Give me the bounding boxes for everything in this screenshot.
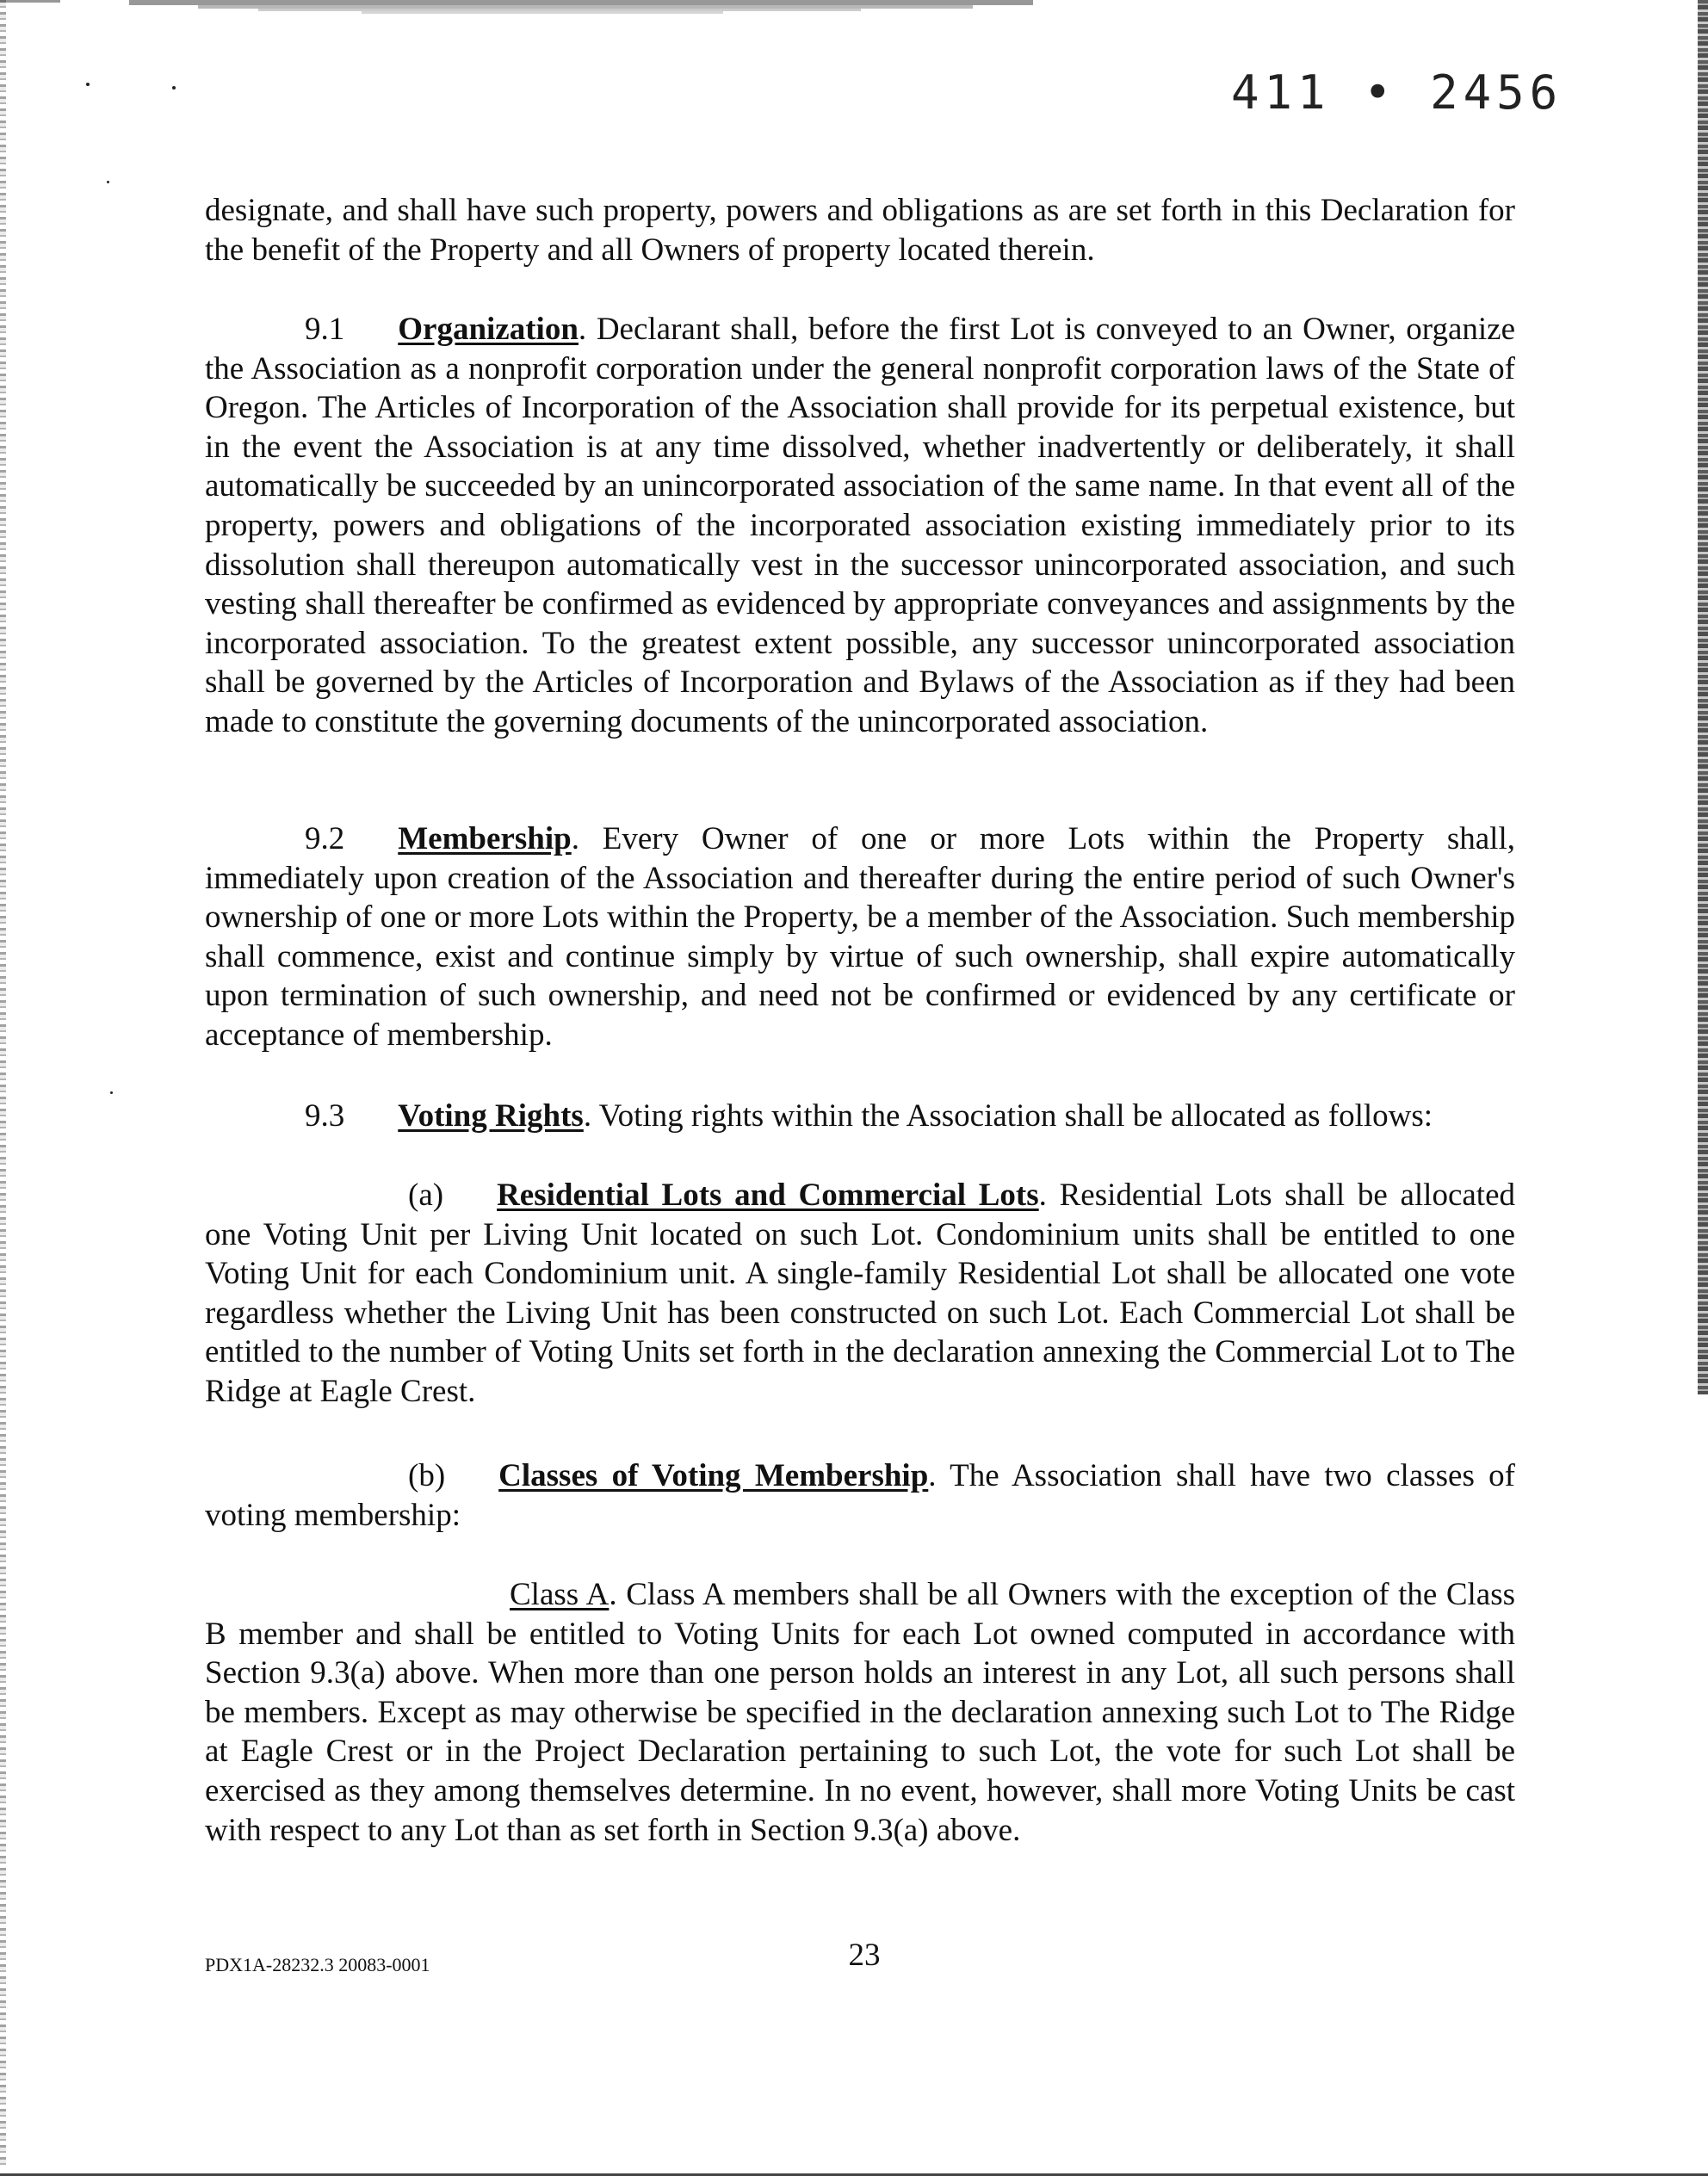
class-a-paragraph (205, 1575, 1515, 1850)
section-number: 9.3 (305, 1098, 345, 1134)
subsection-a (205, 1176, 1515, 1412)
section-9-2 (205, 819, 1515, 1055)
section-number: 9.1 (305, 312, 345, 347)
subsection-b (205, 1456, 1515, 1535)
section-body: . Voting rights within the Association shall be allocated as follows: (583, 1098, 1433, 1134)
subsection-body: . The Association shall have two classes of voting membership: (205, 1458, 1515, 1533)
subsection-heading: Classes of Voting Membership (498, 1458, 929, 1493)
subsection-paragraph (205, 1456, 1515, 1535)
scan-speck (172, 86, 176, 90)
scan-speck (107, 181, 109, 183)
subsection-heading: Residential Lots and Commercial Lots (497, 1178, 1039, 1213)
scan-edge-left (0, 0, 6, 2169)
subsection-label: (b) (408, 1458, 446, 1493)
intro-text: designate, and shall have such property, powers and obligations as are set forth in this Declaration for the benefit of the Property and all Owners of property located therein. (205, 193, 1515, 268)
section-body: . Declarant shall, before the first Lot is conveyed to an Owner, organize the Association as a nonprofit corporation under the general nonprofit corporation laws of the State of Oregon. The Articles of Incorporation of the Association shall provide for its perpetual existence, but in the event the Association is at any time dissolved, whether inadvertently or deliberately, it shall automatically be succeeded by an unincorporated association of the same name. In that event all of the property, powers and obligations of the incorporated association existing immediately prior to its dissolution shall thereupon automatically vest in the successor unincorporated association, and such vesting shall thereafter be confirmed as evidenced by appropriate conveyances and assignments by the incorporated association. To the greatest extent possible, any successor unincorporated association shall be governed by the Articles of Incorporation and Bylaws of the Association as if they had been made to constitute the governing documents of the unincorporated association. (205, 312, 1515, 739)
section-heading: Voting Rights (398, 1098, 584, 1134)
section-9-1 (205, 310, 1515, 742)
page-number: 23 (848, 1938, 881, 1973)
document-id: PDX1A-28232.3 20083-0001 (205, 1954, 430, 1975)
section-paragraph (205, 819, 1515, 1055)
section-heading: Membership (398, 821, 572, 856)
section-paragraph (205, 310, 1515, 742)
section-heading: Organization (398, 312, 579, 347)
scan-speck (110, 1091, 113, 1094)
section-9-3 (205, 1097, 1515, 1136)
class-a-heading: Class A (510, 1577, 610, 1612)
class-a-text (205, 1575, 1515, 1850)
section-number: 9.2 (305, 821, 345, 856)
subsection-body: . Residential Lots shall be allocated one Voting Unit per Living Unit located on such Lot. Condominium units shall be entitled to one Voting Unit for each Condominium unit. A single-family Residential Lot shall be allocated one vote regardless whether the Living Unit has been constructed on such Lot. Each Commercial Lot shall be entitled to the number of Voting Units set forth in the declaration annexing the Commercial Lot to The Ridge at Eagle Crest. (205, 1178, 1515, 1409)
class-a-body: . Class A members shall be all Owners with the exception of the Class B member and shall be entitled to Voting Units for each Lot owned computed in accordance with Section 9.3(a) above. When more than one person holds an interest in any Lot, all such persons shall be members. Except as may otherwise be specified in the declaration annexing such Lot to The Ridge at Eagle Crest or in the Project Declaration pertaining to such Lot, the vote for such Lot shall be exercised as they among themselves determine. In no event, however, shall more Voting Units be cast with respect to any Lot than as set forth in Section 9.3(a) above. (205, 1577, 1515, 1848)
recording-stamp-number: 411 • 2456 (1231, 65, 1563, 120)
scan-edge-right (1698, 0, 1708, 1394)
intro-paragraph (205, 191, 1515, 269)
section-paragraph (205, 1097, 1515, 1136)
section-body: . Every Owner of one or more Lots within the Property shall, immediately upon creation of the Association and thereafter during the entire period of such Owner's ownership of one or more Lots within the Property, be a member of the Association. Such membership shall commence, exist and continue simply by virtue of such ownership, shall expire automatically upon termination of such ownership, and need not be confirmed or evidenced by any certificate or acceptance of membership. (205, 821, 1515, 1053)
subsection-paragraph (205, 1176, 1515, 1412)
scan-noise-top (0, 0, 1708, 28)
subsection-label: (a) (408, 1178, 444, 1213)
scan-speck (86, 83, 90, 86)
